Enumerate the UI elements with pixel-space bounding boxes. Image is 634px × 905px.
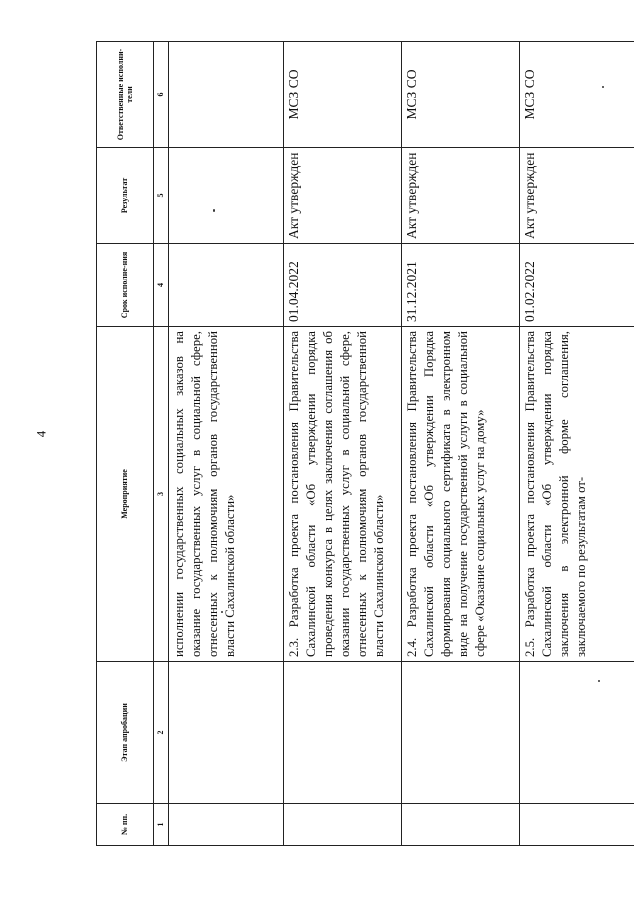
page-number: 4 — [33, 430, 49, 438]
col-number: 6 — [154, 42, 169, 148]
scan-speck — [221, 611, 223, 613]
scan-speck — [598, 680, 600, 682]
col-number: 3 — [154, 327, 169, 662]
cell-stage — [284, 662, 402, 804]
table-header-row — [97, 42, 154, 846]
cell-num — [169, 804, 284, 846]
header-num: № пп. — [97, 804, 154, 846]
plan-table — [96, 41, 634, 846]
cell-stage — [169, 662, 284, 804]
cell-result — [169, 148, 284, 244]
cell-responsible: МСЗ СО — [520, 42, 634, 148]
scan-speck — [602, 86, 604, 88]
cell-measure: 2.3. Разработка проекта постановления Правительства Сахалинской области «Об утверждении порядка проведения конкурса в целях заключения соглашения об оказании государственных услуг в социальной сфере, отнесенных к полномочиям органов государственной власти Сахалинской области» — [284, 327, 402, 662]
table-row — [402, 42, 520, 846]
col-number: 1 — [154, 804, 169, 846]
cell-responsible — [169, 42, 284, 148]
cell-term: 01.04.2022 — [284, 244, 402, 327]
cell-measure: исполнении государственных социальных заказов на оказание государственных услуг в социальной сфере, отнесенных к полномочиям органов государственной власти Сахалинской области» — [169, 327, 284, 662]
header-measure: Мероприятие — [97, 327, 154, 662]
col-number: 2 — [154, 662, 169, 804]
cell-result: Акт утвержден — [402, 148, 520, 244]
col-number: 5 — [154, 148, 169, 244]
col-number: 4 — [154, 244, 169, 327]
header-responsible: Ответственные исполни-тели — [97, 42, 154, 148]
cell-responsible: МСЗ СО — [402, 42, 520, 148]
cell-result: Акт утвержден — [520, 148, 634, 244]
cell-num — [402, 804, 520, 846]
cell-responsible: МСЗ СО — [284, 42, 402, 148]
cell-stage — [520, 662, 634, 804]
cell-stage — [402, 662, 520, 804]
scan-speck — [213, 209, 215, 212]
cell-measure: 2.5. Разработка проекта постановления Правительства Сахалинской области «Об утверждении порядка заключения в электронной форме соглашения, заключаемого по результатам от- — [520, 327, 634, 662]
cell-num — [284, 804, 402, 846]
cell-measure: 2.4. Разработка проекта постановления Правительства Сахалинской области «Об утверждении Порядка формирования социального сертификата в электронном виде на получение государственной услуги в социальной сфере «Оказание социальных услуг на дому» — [402, 327, 520, 662]
column-number-row — [154, 42, 169, 846]
cell-term — [169, 244, 284, 327]
rotated-table-container — [96, 42, 606, 846]
cell-term: 31.12.2021 — [402, 244, 520, 327]
header-stage: Этап апробации — [97, 662, 154, 804]
cell-result: Акт утвержден — [284, 148, 402, 244]
cell-num — [520, 804, 634, 846]
header-term: Срок исполне-ния — [97, 244, 154, 327]
header-result: Результат — [97, 148, 154, 244]
table-row — [520, 42, 634, 846]
table-row — [169, 42, 284, 846]
table-row — [284, 42, 402, 846]
cell-term: 01.02.2022 — [520, 244, 634, 327]
